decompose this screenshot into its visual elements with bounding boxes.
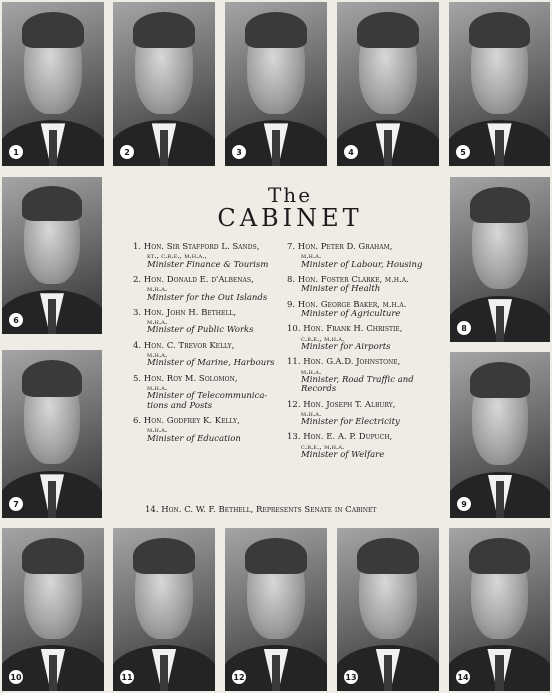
minister-role: Minister of Health (301, 284, 381, 295)
minister-role: Minister Finance & Tourism (147, 259, 269, 270)
minister-role: Minister for the Out Islands (147, 292, 268, 303)
list-item (287, 433, 447, 460)
portrait-12 (225, 528, 327, 691)
list-item (287, 243, 447, 270)
portrait-6 (2, 177, 102, 334)
list-item (133, 243, 285, 270)
minister-role: Minister of Telecommunica- tions and Posts (147, 391, 268, 411)
minister-name: 3. Hon. John H. Bethell, (133, 307, 237, 318)
minister-name: 2. Hon. Donald E. d'Albenas, (133, 274, 254, 285)
minister-name: 1. Hon. Sir Stafford L. Sands, (133, 242, 260, 252)
minister-role: Minister, Road Traffic and Records (301, 374, 414, 395)
portrait-number-badge: 12 (231, 669, 247, 685)
senate-representative-line: 14. Hon. C. W. F. Bethell, Represents Senate in Cabinet (145, 505, 377, 515)
portrait-number-badge: 2 (119, 144, 135, 160)
minister-name: 7. Hon. Peter D. Graham, (287, 242, 393, 252)
list-item (133, 417, 285, 444)
portrait-number-badge: 6 (8, 312, 24, 328)
portrait-number-badge: 1 (8, 144, 24, 160)
minister-name: 5. Hon. Roy M. Solomon, (133, 373, 238, 384)
list-item (133, 342, 285, 369)
list-item (287, 276, 447, 295)
list-item (133, 309, 285, 336)
portrait-8 (450, 177, 550, 342)
minister-honours: kt., c.b.e., m.h.a., (147, 251, 207, 261)
minister-honours: c.b.e., m.h.a. (301, 441, 345, 451)
portrait-2 (113, 2, 215, 166)
portrait-1 (2, 2, 104, 166)
minister-honours: m.h.a. (147, 350, 168, 360)
minister-name: 12. Hon. Joseph T. Albury, (287, 399, 396, 410)
minister-honours: m.h.a. (147, 317, 168, 327)
list-item (287, 301, 447, 320)
minister-honours: m.h.a. (147, 284, 168, 294)
minister-role: Minister for Electricity (301, 417, 400, 428)
minister-role: Minister for Airports (301, 341, 391, 352)
minister-role: Minister of Public Works (147, 325, 254, 336)
minister-honours: m.h.a. (301, 408, 322, 418)
minister-role: Minister of Marine, Harbours (147, 358, 275, 369)
list-item (287, 325, 447, 352)
list-item (133, 375, 285, 411)
portrait-7 (2, 350, 102, 518)
portrait-3 (225, 2, 327, 166)
portrait-5 (449, 2, 550, 166)
portrait-number-badge: 9 (456, 496, 472, 512)
minister-honours: m.h.a. (301, 366, 322, 376)
portrait-number-badge: 7 (8, 496, 24, 512)
portrait-number-badge: 4 (343, 144, 359, 160)
portrait-number-badge: 3 (231, 144, 247, 160)
portrait-number-badge: 14 (455, 669, 471, 685)
minister-name: 6. Hon. Godfrey K. Kelly, (133, 416, 240, 427)
minister-role: Minister of Labour, Housing (301, 259, 423, 270)
list-item (287, 358, 447, 394)
minister-role: Minister of Welfare (301, 450, 385, 461)
portrait-4 (337, 2, 439, 166)
minister-name: 9. Hon. George Baker, m.h.a. (287, 299, 407, 310)
minister-list-right (287, 243, 447, 466)
minister-name: 11. Hon. G.A.D. Johnstone, (287, 357, 401, 368)
minister-list-left (133, 243, 285, 450)
portrait-13 (337, 528, 439, 691)
minister-role: Minister of Agriculture (301, 308, 401, 319)
minister-honours: m.h.a. (301, 251, 322, 261)
minister-name: 4. Hon. C. Trevor Kelly, (133, 340, 235, 351)
portrait-14 (449, 528, 550, 691)
portrait-11 (113, 528, 215, 691)
minister-name: 13. Hon. E. A. P. Dupuch, (287, 432, 393, 443)
minister-honours: c.b.e., m.h.a. (301, 333, 345, 343)
portrait-10 (2, 528, 104, 691)
portrait-9 (450, 352, 550, 518)
page-title: CABINET (217, 204, 363, 232)
list-item (133, 276, 285, 303)
title-the: The (267, 183, 313, 207)
portrait-number-badge: 5 (455, 144, 471, 160)
minister-honours: m.h.a. (147, 425, 168, 435)
portrait-number-badge: 10 (8, 669, 24, 685)
portrait-number-badge: 11 (119, 669, 135, 685)
minister-honours: m.h.a. (147, 383, 168, 393)
minister-name: 10. Hon. Frank H. Christie, (287, 324, 403, 335)
minister-role: Minister of Education (147, 433, 241, 444)
portrait-number-badge: 8 (456, 320, 472, 336)
portrait-number-badge: 13 (343, 669, 359, 685)
minister-name: 8. Hon. Foster Clarke, m.h.a. (287, 274, 409, 285)
list-item (287, 401, 447, 428)
